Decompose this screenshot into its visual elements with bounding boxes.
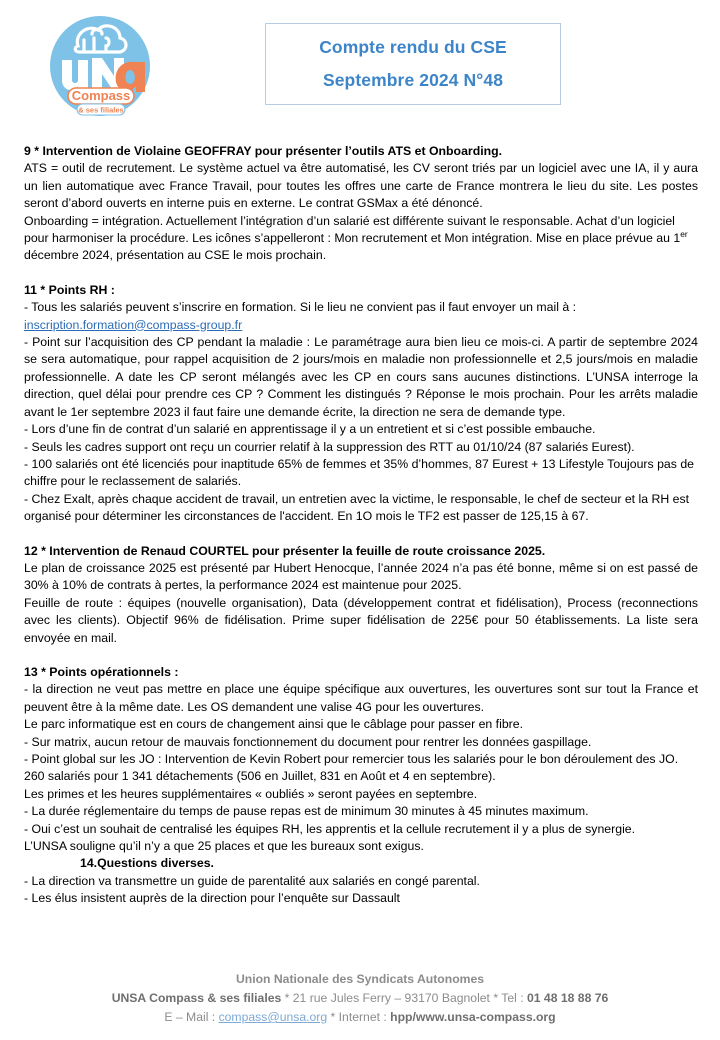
title-line-1: Compte rendu du CSE <box>319 36 507 57</box>
section-12-paragraph-2: Feuille de route : équipes (nouvelle organisation), Data (développement contrat et fidélisation), Process (reconnections avec les clients). Objectif 96% de fidélisation. Prime super fidélisation de 225€ pour 50 établissements. La liste sera envoyée en mail. <box>24 595 698 645</box>
spacer <box>24 526 698 543</box>
title-line-2: Septembre 2024 N°48 <box>322 70 504 90</box>
unsa-compass-circular-logo <box>44 14 156 118</box>
svg-text:Compass: Compass <box>71 88 131 103</box>
spacer <box>24 647 698 664</box>
section-9-p2-part-a: Onboarding = intégration. Actuellement l’intégration d’un salarié est différente suivant le responsable. Achat d’un logiciel pour harmoniser la procédure. Les icônes s’appelleront : Mon recrutement et Mon intégration. Mise en place prévue au 1 <box>24 213 681 246</box>
section-11-item-3: - Lors d’une fin de contrat d’un salarié en apprentissage il y a un entretient et si c’est possible embauche. <box>24 422 596 437</box>
section-13-item-3: - Sur matrix, aucun retour de mauvais fonctionnement du document pour rentrer les données gaspillage. <box>24 734 592 749</box>
footer-address: * 21 rue Jules Ferry – 93170 Bagnolet * Tel : <box>281 991 527 1005</box>
section-11-heading: 11 * Points RH : <box>24 282 115 297</box>
section-11-item-1: - Tous les salariés peuvent s’inscrire en formation. Si le lieu ne convient pas il faut envoyer un mail à : <box>24 300 577 315</box>
section-14-item-2: - Les élus insistent auprès de la direction pour l’enquête sur Dassault <box>24 891 400 906</box>
section-13-item-2: Le parc informatique est en cours de changement ainsi que le câblage pour passer en fibre. <box>24 717 524 732</box>
section-9-paragraph-2 <box>24 213 698 265</box>
document-footer <box>0 970 720 1027</box>
footer-phone: 01 48 18 88 76 <box>526 991 609 1005</box>
footer-website: hpp/www.unsa-compass.org <box>390 1010 556 1024</box>
svg-text:& ses filiales: & ses filiales <box>78 105 124 115</box>
formation-email-link[interactable]: inscription.formation@compass-group.fr <box>24 317 243 332</box>
section-11-item-2: - Point sur l’acquisition des CP pendant la maladie : Le paramétrage aura bien lieu ce mois-ci. A partir de septembre 2024 se sera automatique, pour rappel acquisition de 2 jours/mois en maladie non professionnelle et 2,5 jours/mois en maladie professionnelle. A date les CP seront mélangés avec les CP en cours sans aucunes distinctions. L’UNSA interroge la direction, quel délai pour prendre ces CP ? Comment les distingués ? Réponse le mois prochain. Pour les arrêts maladie avant le 1er septembre 2023 il faut faire une demande écrite, la direction ne sera de demande type. <box>24 335 698 419</box>
document-header <box>0 0 720 130</box>
footer-org-name: UNSA Compass & ses filiales <box>111 991 282 1005</box>
section-11-item-6: - Chez Exalt, après chaque accident de travail, un entretien avec la victime, le responsable, le chef de secteur et la RH est organisé pour déterminer les circonstances de l'accident. En 1O mois le TF2 est passer de 125,15 à 67. <box>24 491 690 524</box>
section-13-item-1: - la direction ne veut pas mettre en place une équipe spécifique aux ouvertures, les ouvertures sont sur tout la France et peuvent être à la même date. Les OS demandent une valise 4G pour les ouvertures. <box>24 682 698 714</box>
section-9-heading: 9 * Intervention de Violaine GEOFFRAY pour présenter l’outils ATS et Onboarding. <box>24 144 503 158</box>
section-11-item-5: - 100 salariés ont été licenciés pour inaptitude 65% de femmes et 35% d’hommes, 87 Eurest + 13 Lifestyle Toujours pas de chiffre pour le reclassement de salariés. <box>24 456 694 489</box>
section-14-heading: 14.Questions diverses. <box>80 856 214 871</box>
section-13-item-8: L’UNSA souligne qu’il n’y a que 25 places et que les bureaux sont exigus. <box>24 839 424 854</box>
section-11-email-line <box>24 317 698 334</box>
section-13-item-6: - La durée réglementaire du temps de pause repas est de minimum 30 minutes à 45 minutes maximum. <box>24 804 589 819</box>
unsa-compass-logo <box>44 14 156 118</box>
section-11-item-4: - Seuls les cadres support ont reçu un courrier relatif à la suppression des RTT au 01/10/24 (87 salariés Eurest). <box>24 439 635 454</box>
ordinal-suffix: er <box>680 228 688 239</box>
section-13-item-7: - Oui c’est un souhait de centralisé les équipes RH, les apprentis et la cellule recrutement il y a plus de synergie. <box>24 821 636 836</box>
footer-line-1: Union Nationale des Syndicats Autonomes <box>235 972 485 986</box>
footer-email-link[interactable]: compass@unsa.org <box>218 1010 328 1024</box>
footer-internet-label: * Internet : <box>327 1010 391 1024</box>
document-body <box>24 143 698 908</box>
section-9-p2-part-b: décembre 2024, présentation au CSE le mois prochain. <box>24 248 327 263</box>
footer-line-3 <box>0 1008 720 1027</box>
section-13-item-5: Les primes et les heures supplémentaires « oubliés » seront payées en septembre. <box>24 786 478 801</box>
section-12-heading: 12 * Intervention de Renaud COURTEL pour présenter la feuille de route croissance 2025. <box>24 543 546 558</box>
section-13-heading: 13 * Points opérationnels : <box>24 664 179 679</box>
footer-line-2 <box>0 989 720 1008</box>
section-14-item-1: - La direction va transmettre un guide de parentalité aux salariés en congé parental. <box>24 873 480 888</box>
section-9-paragraph-1: ATS = outil de recrutement. Le système actuel va être automatisé, les CV seront triés par un logiciel avec une IA, il y aura un lien automatique avec France Travail, pour toutes les offres une carte de France montrera le lieu du site. Les postes seront d’abord ouverts en interne puis en externe. Le contrat GSMax a été dénoncé. <box>24 161 698 211</box>
spacer <box>24 265 698 282</box>
document-title-box <box>265 23 561 105</box>
section-12-paragraph-1: Le plan de croissance 2025 est présenté par Hubert Henocque, l’année 2024 n’a pas été bonne, même si on est passé de 30% à 10% de contrats à pertes, la performance 2024 est maintenue pour 2025. <box>24 560 698 593</box>
section-13-item-4: - Point global sur les JO : Intervention de Kevin Robert pour remercier tous les salariés pour le bon déroulement des JO. 260 salariés pour 1 341 détachements (506 en Juillet, 831 en Août et 4 en septembre). <box>24 752 679 784</box>
footer-mail-label: E – Mail : <box>164 1010 219 1024</box>
